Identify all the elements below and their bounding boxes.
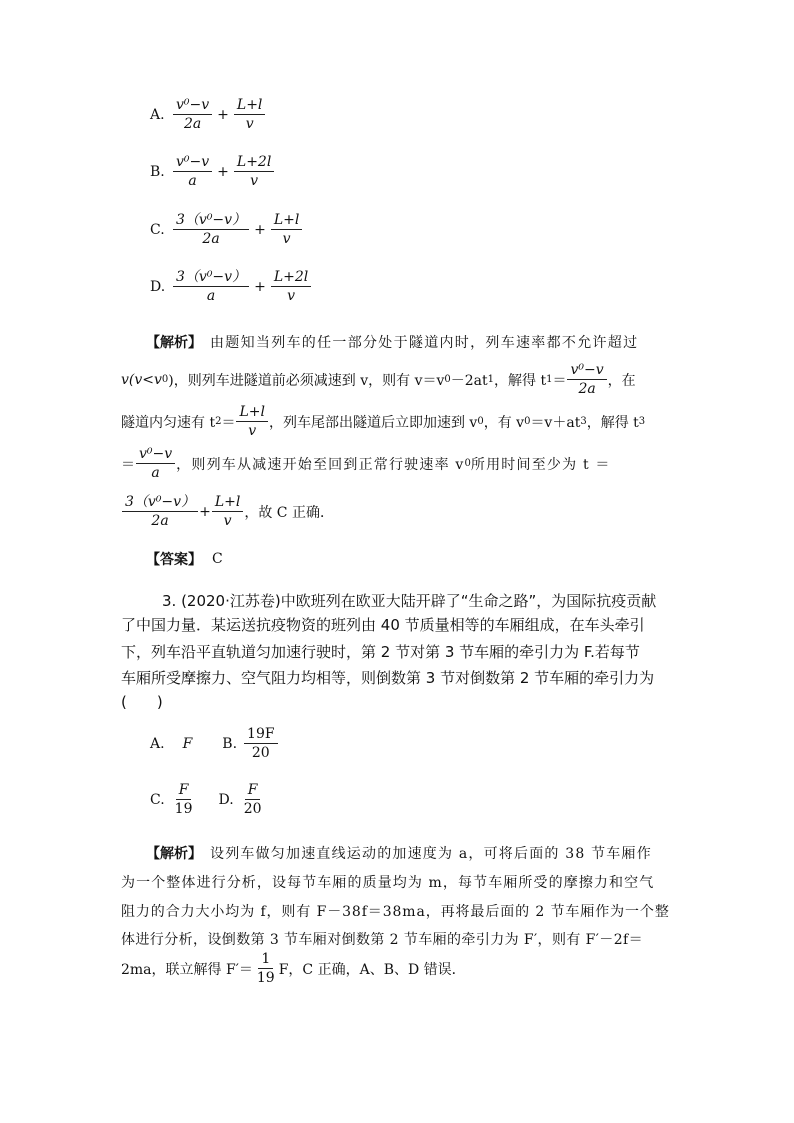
q2-answer-value: C: [212, 551, 223, 567]
q3-analysis-line-5: 2ma，联立解得 F′＝ $\frac{1}{19}$ F，C 正确，A、B、D 错误．: [121, 951, 466, 986]
option-c: [150, 212, 303, 247]
option-a: [150, 97, 266, 132]
q2-analysis-line-3: 隧道内匀速有 t 2 ＝ $\frac{L+l}{v}$ ，列车尾部出隧道后立即加速到 v 0 ，有 v 0 ＝v＋at 3 ，解得 t 3: [121, 404, 646, 439]
q3-analysis-frac: $\frac{1}{19}$: [256, 951, 275, 986]
option-c-operator: +: [254, 221, 266, 238]
q2-analysis-frac-t-1: $\frac{\text{3（v⁰−v）}}{2a}$: [122, 494, 198, 529]
q2-answer: [146, 549, 223, 569]
q3-option-c-label: C.: [150, 791, 165, 808]
q3-stem-line-4: 车厢所受摩擦力、空气阻力均相等，则倒数第 3 节对倒数第 2 节车厢的牵引力为: [121, 669, 655, 687]
q3-stem-line-2: 了中国力量．某运送抗疫物资的班列由 40 节质量相等的车厢组成，在车头牵引: [121, 616, 645, 634]
option-b: [150, 154, 275, 189]
q3-analysis-tag: 【解析】: [146, 846, 202, 862]
q3-analysis-line-3: 阻力的合力大小均为 f，则有 F－38f＝38ma，再将最后面的 2 节车厢作为一个整: [121, 904, 670, 920]
q3-option-b-fraction: $\frac{19F}{20}$: [244, 726, 278, 761]
q3-option-b-label: B.: [222, 735, 238, 752]
q2-analysis-frac-t2: $\frac{L+l}{v}$: [236, 404, 268, 439]
option-a-fraction-2: $\frac{L+l}{v}$: [234, 97, 266, 132]
q2-analysis-frac-t1: $\frac{\text{v⁰−v}}{2a}$: [567, 362, 606, 397]
option-b-label: B.: [150, 163, 165, 180]
option-a-fraction-1: $\frac{\text{v⁰−v}}{2a}$: [173, 97, 212, 132]
option-c-fraction-2: $\frac{L+l}{v}$: [271, 212, 303, 247]
option-b-operator: +: [217, 163, 229, 180]
q3-option-d-fraction: $\frac{F}{20}$: [243, 782, 262, 817]
q2-analysis-line-5: $\frac{\text{3（v⁰−v）}}{2a}$ + $\frac{L+l}{v}$ ，故 C 正确．: [121, 494, 334, 529]
option-b-fraction-2: $\frac{L+2l}{v}$: [234, 154, 274, 189]
option-d-label: D.: [150, 278, 166, 295]
option-d-fraction-2: $\frac{L+2l}{v}$: [271, 269, 311, 304]
q3-option-a-label: A.: [150, 735, 165, 752]
q3-stem-line-3: 下，列车沿平直轨道匀加速行驶时，第 2 节对第 3 节车厢的牵引力为 F.若每节: [121, 643, 640, 661]
q3-option-c-fraction: $\frac{F}{19}$: [174, 782, 193, 817]
option-d-fraction-1: $\frac{\text{3（v⁰−v）}}{a}$: [173, 269, 249, 304]
q2-analysis-tag: 【解析】: [146, 335, 202, 351]
option-d: [150, 269, 312, 304]
q3-analysis-line-1: 【解析】 设列车做匀加速直线运动的加速度为 a，可将后面的 38 节车厢作: [146, 843, 652, 863]
q3-option-row-cd: [150, 782, 266, 817]
option-c-label: C.: [150, 221, 165, 238]
option-b-fraction-1: $\frac{\text{v⁰−v}}{a}$: [173, 154, 212, 189]
q2-analysis-line-4: ＝ $\frac{\text{v⁰−v}}{a}$ ，则列车从减速开始至回到正常行驶速率 v 0 所用时间至少为 t ＝: [121, 446, 611, 481]
q3-analysis-line-4: 体进行分析，设倒数第 3 节车厢对倒数第 2 节车厢的牵引力为 F′，则有 F′－2f＝: [121, 932, 643, 948]
q2-analysis-line-1: 【解析】 由题知当列车的任一部分处于隧道内时，列车速率都不允许超过: [146, 332, 638, 352]
q3-option-row-ab: [150, 726, 279, 761]
option-a-operator: +: [217, 106, 229, 123]
q2-answer-tag: 【答案】: [146, 552, 202, 568]
q3-stem-line-1: 3. (2020·江苏卷)中欧班列在欧亚大陆开辟了“生命之路”，为国际抗疫贡献: [162, 592, 657, 610]
q3-analysis-line-2: 为一个整体进行分析，设每节车厢的质量均为 m，每节车厢所受的摩擦力和空气: [121, 875, 655, 891]
q3-option-a-text: F: [182, 735, 193, 752]
option-d-operator: +: [254, 278, 266, 295]
q2-analysis-line-2: v(v<v 0 )，则列车进隧道前必须减速到 v，则有 v＝v 0 －2at 1 ，解得 t 1 ＝ $\frac{\text{v⁰−v}}{2a}$ ，在: [121, 362, 636, 397]
q3-stem-line-5: ( ): [121, 693, 163, 711]
option-a-label: A.: [150, 106, 165, 123]
q2-analysis-frac-t3: $\frac{\text{v⁰−v}}{a}$: [136, 446, 175, 481]
option-c-fraction-1: $\frac{\text{3（v⁰−v）}}{2a}$: [173, 212, 249, 247]
q3-option-d-label: D.: [218, 791, 234, 808]
q2-analysis-frac-t-2: $\frac{L+l}{v}$: [212, 494, 244, 529]
